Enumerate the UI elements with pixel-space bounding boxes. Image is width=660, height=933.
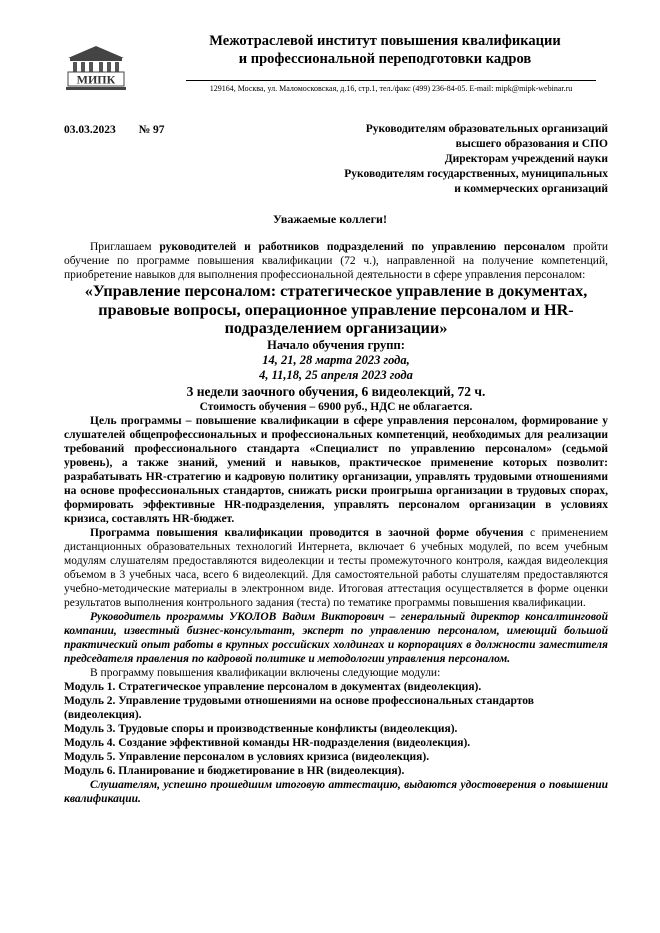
module-item: Модуль 3. Трудовые споры и производственные конфликты (видеолекция). bbox=[64, 722, 458, 735]
letter-number: № 97 bbox=[138, 124, 165, 136]
module-item: Модуль 2. Управление трудовыми отношениями на основе профессиональных стандартов (видеолекция). bbox=[64, 694, 534, 721]
intro-rest: пройти обучение по программе повышения квалификации (72 ч.), направленной на получение компетенций, приобретение навыков для выполнения профессиональной деятельности в сфере управления персоналом: bbox=[64, 241, 609, 281]
format-bold: Программа повышения квалификации проводится в заочной форме обучения bbox=[90, 526, 524, 539]
recipient-line: и коммерческих организаций bbox=[454, 183, 608, 195]
schedule-dates-march: 14, 21, 28 марта 2023 года, bbox=[262, 352, 410, 367]
head-of-program-paragraph: Руководитель программы УКОЛОВ Вадим Викторович – генеральный директор консалтинговой компании, известный бизнес-консультант, эксперт по управлению персоналом, имеющий большой практический опыт работы в крупных российских холдингах и корпорациях в должности заместителя председателя правления по кадровой политике и методологии управления персоналом. bbox=[64, 610, 608, 665]
goal-paragraph: Цель программы – повышение квалификации в сфере управления персоналом, формирование у слушателей общепрофессиональных и профессиональных компетенций, необходимых для реализации требований профессионального стандарта «Специалист по управлению персоналом» (седьмой уровень), а также знаний, умений и навыков, практическое применение которых позволит: разрабатывать HR-стратегию и кадровую политику организации, управлять трудовыми отношениями на основе профессиональных стандартов, снижать риски проигрыша организации в трудовых спорах, формировать эффективные HR-подразделения, управлять персоналом организации в условиях кризиса, составлять HR-бюджет. bbox=[64, 414, 608, 525]
institute-address: 129164, Москва, ул. Маломосковская, д.16, стр.1, тел./факс (499) 236-84-05. E-mail: mipk@mipk-webinar.ru bbox=[209, 84, 573, 93]
schedule-format: 3 недели заочного обучения, 6 видеолекций, 72 ч. bbox=[186, 383, 486, 399]
intro-lead: Приглашаем bbox=[90, 241, 160, 253]
module-item: Модуль 1. Стратегическое управление персоналом в документах (видеолекция). bbox=[64, 680, 482, 693]
schedule-dates-april: 4, 11,18, 25 апреля 2023 года bbox=[259, 367, 413, 382]
letter-date: 03.03.2023 bbox=[64, 124, 116, 136]
recipient-line: Директорам учреждений науки bbox=[444, 153, 608, 165]
letter-body bbox=[64, 240, 608, 806]
modules-intro: В программу повышения квалификации включены следующие модули: bbox=[90, 666, 441, 679]
institute-name-line1: Межотраслевой институт повышения квалификации bbox=[209, 33, 561, 49]
schedule-price: Стоимость обучения – 6900 руб., НДС не облагается. bbox=[199, 400, 473, 413]
program-title: «Управление персоналом: стратегическое управление в документах, правовые вопросы, операционное управление персоналом и HR-подразделением организации» bbox=[84, 282, 588, 337]
format-rest: с применением дистанционных образовательных технологий Интернета, включает 6 учебных модулей, по всем учебным модулям слушателям предоставляются видеолекции и тесты промежуточного контроля, каждая видеолекция объемом в 3 учебных часа, всего 6 видеолекций. Для самостоятельной работы слушателям предоставляются учебно-методические материалы в электронном виде. Итоговая аттестация осуществляется в форме оценки результатов выполнения контрольного задания (теста) по тематике программы повышения квалификации. bbox=[64, 526, 608, 609]
institute-name-line2: и профессиональной переподготовки кадров bbox=[238, 51, 532, 67]
module-item: Модуль 6. Планирование и бюджетирование в HR (видеолекция). bbox=[64, 764, 405, 777]
greeting: Уважаемые коллеги! bbox=[273, 212, 387, 226]
institute-logo bbox=[64, 44, 128, 92]
format-paragraph bbox=[64, 526, 608, 610]
recipient-line: Руководителям государственных, муниципальных bbox=[344, 168, 608, 180]
schedule-heading: Начало обучения групп: bbox=[267, 337, 405, 352]
module-item: Модуль 5. Управление персоналом в условиях кризиса (видеолекция). bbox=[64, 750, 430, 763]
recipients-block bbox=[288, 122, 608, 197]
letter-meta bbox=[64, 124, 185, 136]
intro-audience: руководителей и работников подразделений по управлению персоналом bbox=[159, 241, 566, 253]
header-divider bbox=[186, 80, 596, 81]
recipient-line: Руководителям образовательных организаций bbox=[365, 123, 608, 135]
recipient-line: высшего образования и СПО bbox=[455, 138, 608, 150]
institute-name bbox=[150, 32, 620, 68]
svg-text:МИПК: МИПК bbox=[76, 72, 116, 87]
closing-paragraph: Слушателям, успешно прошедшим итоговую аттестацию, выдаются удостоверения о повышении квалификации. bbox=[64, 778, 608, 805]
module-item: Модуль 4. Создание эффективной команды HR-подразделения (видеолекция). bbox=[64, 736, 471, 749]
intro-paragraph bbox=[64, 240, 608, 282]
